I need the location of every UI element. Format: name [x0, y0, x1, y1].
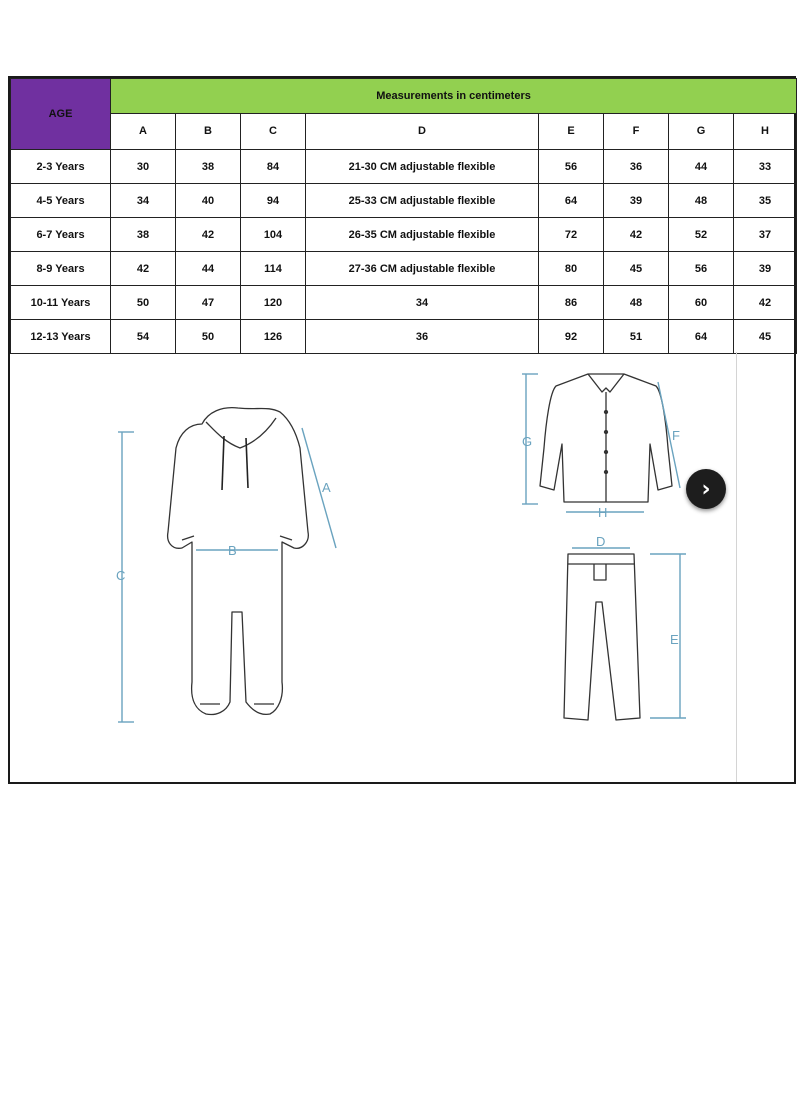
value-cell-h: 39 — [734, 252, 797, 286]
column-header-b: B — [176, 113, 241, 149]
size-chart-sheet — [8, 76, 796, 784]
value-cell-b: 42 — [176, 218, 241, 252]
age-cell: 4-5 Years — [11, 184, 111, 218]
value-cell-h: 33 — [734, 150, 797, 184]
age-cell: 8-9 Years — [11, 252, 111, 286]
value-cell-h: 45 — [734, 320, 797, 354]
label-a: A — [322, 480, 331, 495]
column-letter-row — [11, 113, 797, 149]
value-cell-b: 44 — [176, 252, 241, 286]
label-c: C — [116, 568, 126, 583]
size-table-body — [11, 150, 797, 354]
value-cell-e: 72 — [539, 218, 604, 252]
value-cell-g: 60 — [669, 286, 734, 320]
label-f: F — [672, 428, 680, 443]
value-cell-g: 52 — [669, 218, 734, 252]
measurements-header: Measurements in centimeters — [111, 79, 797, 114]
value-cell-e: 92 — [539, 320, 604, 354]
label-g: G — [522, 434, 533, 449]
value-cell-d: 27-36 CM adjustable flexible — [306, 252, 539, 286]
chevron-right-icon: › — [701, 476, 711, 502]
value-cell-f: 39 — [604, 184, 669, 218]
value-cell-b: 50 — [176, 320, 241, 354]
value-cell-h: 35 — [734, 184, 797, 218]
value-cell-a: 42 — [111, 252, 176, 286]
value-cell-f: 51 — [604, 320, 669, 354]
age-cell: 6-7 Years — [11, 218, 111, 252]
label-e: E — [670, 632, 679, 647]
column-header-h: H — [734, 113, 797, 149]
value-cell-c: 104 — [241, 218, 306, 252]
value-cell-g: 64 — [669, 320, 734, 354]
value-cell-e: 64 — [539, 184, 604, 218]
value-cell-a: 54 — [111, 320, 176, 354]
value-cell-d: 36 — [306, 320, 539, 354]
age-cell: 10-11 Years — [11, 286, 111, 320]
value-cell-a: 50 — [111, 286, 176, 320]
value-cell-d: 26-35 CM adjustable flexible — [306, 218, 539, 252]
value-cell-c: 114 — [241, 252, 306, 286]
value-cell-g: 48 — [669, 184, 734, 218]
table-row — [11, 184, 797, 218]
value-cell-c: 126 — [241, 320, 306, 354]
value-cell-e: 56 — [539, 150, 604, 184]
value-cell-b: 40 — [176, 184, 241, 218]
table-row — [11, 286, 797, 320]
value-cell-e: 86 — [539, 286, 604, 320]
value-cell-f: 45 — [604, 252, 669, 286]
value-cell-e: 80 — [539, 252, 604, 286]
onesie-illustration — [168, 408, 309, 715]
column-header-d: D — [306, 113, 539, 149]
value-cell-d: 34 — [306, 286, 539, 320]
table-row — [11, 320, 797, 354]
value-cell-h: 37 — [734, 218, 797, 252]
column-header-g: G — [669, 113, 734, 149]
value-cell-c: 120 — [241, 286, 306, 320]
table-row — [11, 218, 797, 252]
garment-diagrams — [10, 352, 794, 782]
label-d: D — [596, 534, 606, 549]
age-header: AGE — [11, 79, 111, 150]
shirt-illustration — [540, 374, 672, 502]
value-cell-g: 56 — [669, 252, 734, 286]
column-header-e: E — [539, 113, 604, 149]
value-cell-c: 94 — [241, 184, 306, 218]
value-cell-c: 84 — [241, 150, 306, 184]
pants-illustration — [564, 554, 640, 720]
value-cell-b: 47 — [176, 286, 241, 320]
value-cell-d: 21-30 CM adjustable flexible — [306, 150, 539, 184]
value-cell-a: 30 — [111, 150, 176, 184]
value-cell-f: 36 — [604, 150, 669, 184]
age-cell: 12-13 Years — [11, 320, 111, 354]
table-row — [11, 150, 797, 184]
value-cell-f: 42 — [604, 218, 669, 252]
table-row — [11, 252, 797, 286]
value-cell-h: 42 — [734, 286, 797, 320]
size-table — [10, 78, 797, 354]
label-b: B — [228, 543, 237, 558]
value-cell-d: 25-33 CM adjustable flexible — [306, 184, 539, 218]
garment-illustrations — [10, 352, 794, 782]
column-header-a: A — [111, 113, 176, 149]
column-header-f: F — [604, 113, 669, 149]
value-cell-g: 44 — [669, 150, 734, 184]
value-cell-b: 38 — [176, 150, 241, 184]
value-cell-f: 48 — [604, 286, 669, 320]
next-button[interactable] — [686, 469, 726, 509]
column-header-c: C — [241, 113, 306, 149]
age-cell: 2-3 Years — [11, 150, 111, 184]
value-cell-a: 34 — [111, 184, 176, 218]
value-cell-a: 38 — [111, 218, 176, 252]
divider-line — [736, 352, 737, 782]
label-h: H — [598, 505, 608, 520]
